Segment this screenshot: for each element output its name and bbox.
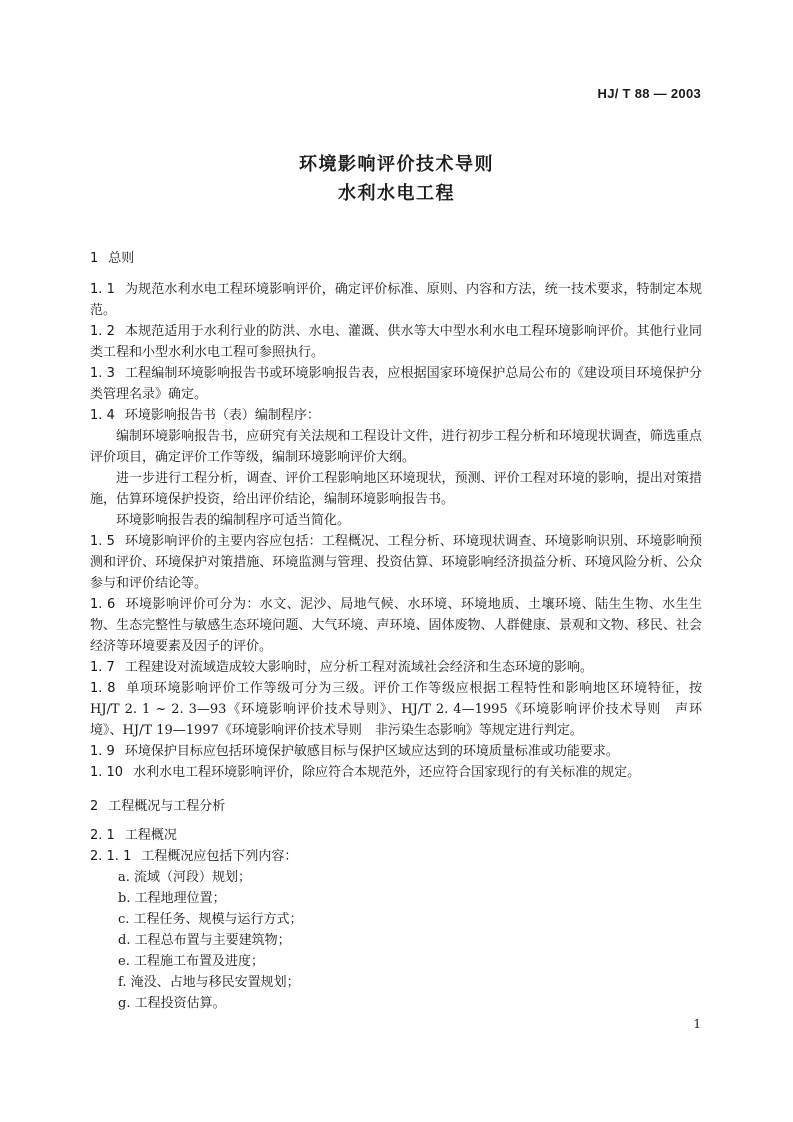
clause-1-4-para-1: 编制环境影响报告书，应研究有关法规和工程设计文件，进行初步工程分析和环境现状调查，筛选重点评价项目，确定评价工作等级，编制环境影响评价大纲。 bbox=[90, 429, 702, 465]
section-1-heading: 1 总则 bbox=[90, 251, 135, 266]
clause-1-4-para-2: 进一步进行工程分析，调查、评价工程影响地区环境现状，预测、评价工程对环境的影响，提出对策措施，估算环境保护投资，给出评价结论，编制环境影响报告书。 bbox=[90, 471, 702, 507]
clause-1-4-para-3: 环境影响报告表的编制程序可适当简化。 bbox=[116, 513, 351, 528]
clause-1-7: 1. 7 工程建设对流域造成较大影响时，应分析工程对流域社会经济和生态环境的影响。 bbox=[90, 660, 593, 675]
list-item: b. 工程地理位置； bbox=[118, 891, 226, 906]
document-title: 环境影响评价技术导则 bbox=[299, 154, 494, 175]
clause-1-2: 1. 2 本规范适用于水利行业的防洪、水电、灌溉、供水等大中型水利水电工程环境影响评价。其他行业同类工程和小型水利水电工程可参照执行。 bbox=[90, 324, 702, 360]
clause-1-8: 1. 8 单项环境影响评价工作等级可分为三级。评价工作等级应根据工程特性和影响地区环境特征，按 HJ/T 2. 1 ~ 2. 3—93《环境影响评价技术导则》、HJ/T 2. 4—1995《环境影响评价技术导则 声环境》、HJ/T 19—1997《环境影响评价技术导则 非污染生态影响》等规定进行判定。 bbox=[90, 681, 702, 738]
standard-code: HJ/ T 88 — 2003 bbox=[597, 86, 701, 101]
list-item: e. 工程施工布置及进度； bbox=[118, 954, 264, 969]
clause-1-3: 1. 3 工程编制环境影响报告书或环境影响报告表，应根据国家环境保护总局公布的《建设项目环境保护分类管理名录》确定。 bbox=[90, 366, 702, 402]
clause-2-1-1: 2. 1. 1 工程概况应包括下列内容： bbox=[90, 849, 298, 864]
clause-1-10: 1. 10 水利水电工程环境影响评价，除应符合本规范外，还应符合国家现行的有关标准的规定。 bbox=[90, 765, 641, 780]
clause-1-6: 1. 6 环境影响评价可分为：水文、泥沙、局地气候、水环境、环境地质、土壤环境、陆生生物、水生生物、生态完整性与敏感生态环境问题、大气环境、声环境、固体废物、人群健康、景观和文物、移民、社会经济等环境要素及因子的评价。 bbox=[90, 597, 702, 654]
clause-2-1: 2. 1 工程概况 bbox=[90, 828, 177, 843]
list-item: g. 工程投资估算。 bbox=[118, 996, 226, 1011]
list-item: f. 淹没、占地与移民安置规划； bbox=[118, 975, 300, 990]
list-item: d. 工程总布置与主要建筑物； bbox=[118, 933, 291, 948]
section-2-heading: 2 工程概况与工程分析 bbox=[90, 799, 226, 814]
clause-1-4: 1. 4 环境影响报告书（表）编制程序： bbox=[90, 408, 320, 423]
page-number: 1 bbox=[693, 1017, 701, 1031]
list-item: a. 流域（河段）规划； bbox=[118, 870, 252, 885]
document-subtitle: 水利水电工程 bbox=[338, 183, 455, 204]
clause-1-1: 1. 1 为规范水利水电工程环境影响评价，确定评价标准、原则、内容和方法，统一技术要求，特制定本规范。 bbox=[90, 282, 702, 318]
clause-1-5: 1. 5 环境影响评价的主要内容应包括：工程概况、工程分析、环境现状调查、环境影响识别、环境影响预测和评价、环境保护对策措施、环境监测与管理、投资估算、环境影响经济损益分析、环境风险分析、公众参与和评价结论等。 bbox=[90, 534, 702, 591]
clause-1-9: 1. 9 环境保护目标应包括环境保护敏感目标与保护区域应达到的环境质量标准或功能要求。 bbox=[90, 744, 619, 759]
list-item: c. 工程任务、规模与运行方式； bbox=[118, 912, 303, 927]
